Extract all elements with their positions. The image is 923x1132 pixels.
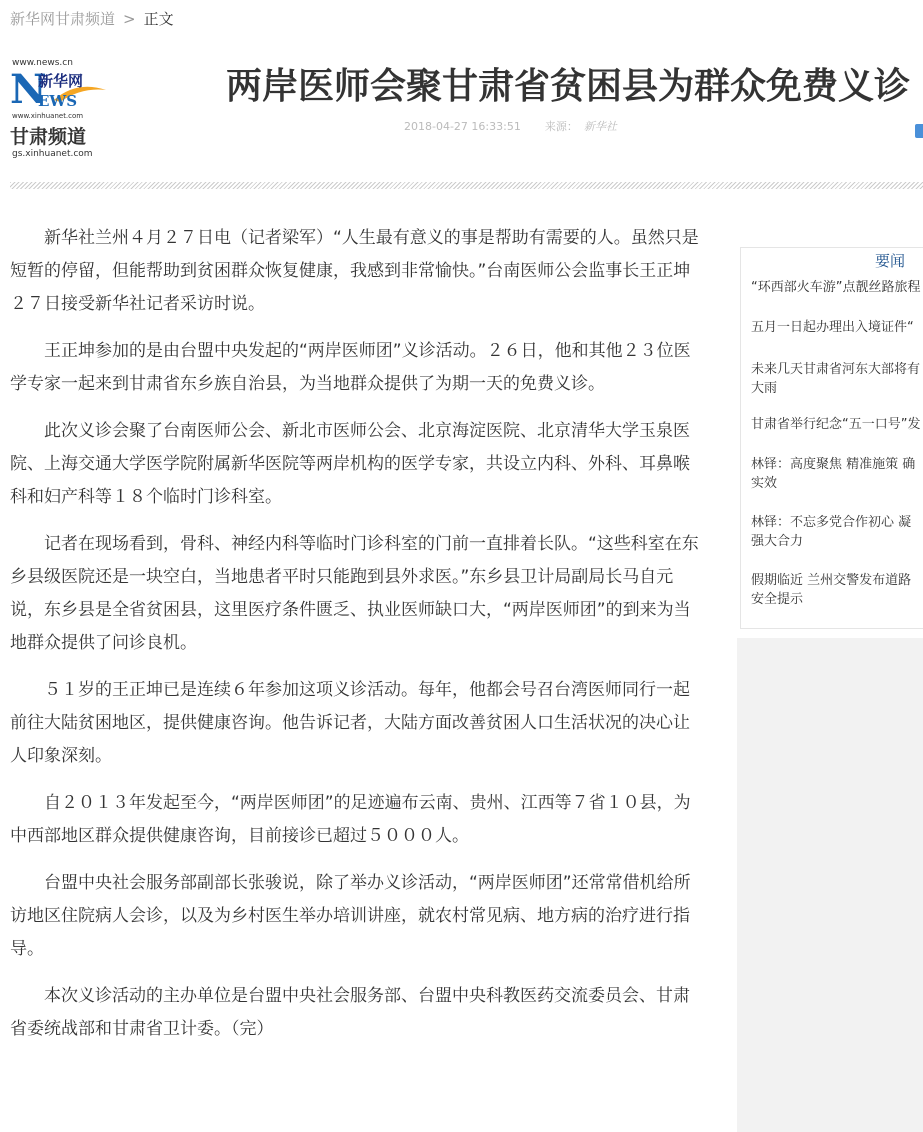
logo-letter-n: N <box>10 66 47 113</box>
headline-text-line1: 林铎：高度聚焦 精准施策 确 <box>751 457 916 472</box>
headline-item[interactable] <box>751 415 923 434</box>
logo-url-small: www.xinhuanet.com <box>12 112 84 120</box>
article-paragraph: 新华社兰州４月２７日电（记者梁军）“人生最有意义的事是帮助有需要的人。虽然只是短暂的停留，但能帮助到贫困群众恢复健康，我感到非常愉快。”台南医师公会监事长王正坤２７日接受新华社记者采访时说。 <box>10 228 699 314</box>
headline-item[interactable] <box>751 513 923 551</box>
headline-item[interactable] <box>751 360 923 398</box>
xinhua-gansu-logo[interactable] <box>8 58 108 160</box>
headline-text-line1: 林铎：不忘多党合作初心 凝 <box>751 515 912 530</box>
article-source-label: 来源： <box>544 120 578 133</box>
article-paragraph: 此次义诊会聚了台南医师公会、新北市医师公会、北京海淀医院、北京清华大学玉泉医院、上海交通大学医学院附属新华医院等两岸机构的医学专家，共设立内科、外科、耳鼻喉科和妇产科等１８个临时门诊科室。 <box>10 421 690 507</box>
sidebar-ad-placeholder <box>737 638 923 1132</box>
article-title: 两岸医师会聚甘肃省贫困县为群众免费义诊 <box>226 66 911 107</box>
article-paragraph: ５１岁的王正坤已是连续６年参加这项义诊活动。每年，他都会号召台湾医师同行一起前往大陆贫困地区，提供健康咨询。他告诉记者，大陆方面改善贫困人口生活状况的决心让人印象深刻。 <box>10 680 690 766</box>
headline-item[interactable] <box>751 278 923 297</box>
hatched-divider <box>10 182 923 189</box>
breadcrumb-current: 正文 <box>143 10 174 28</box>
breadcrumb-channel-link[interactable]: 新华网甘肃频道 <box>10 10 116 28</box>
article-paragraph: 自２０１３年发起至今，“两岸医师团”的足迹遍布云南、贵州、江西等７省１０县，为中西部地区群众提供健康咨询，目前接诊已超过５０００人。 <box>10 793 691 846</box>
sidebar-title: 要闻 <box>875 252 906 270</box>
logo-domain: gs.xinhuanet.com <box>12 149 93 159</box>
breadcrumb-separator: > <box>123 10 136 28</box>
logo-ews: EWS <box>38 92 78 110</box>
article-meta <box>404 118 617 134</box>
article-source: 新华社 <box>583 120 617 133</box>
logo-cn-name: 新华网 <box>38 72 84 90</box>
headline-text-line2: 实效 <box>751 476 778 491</box>
article-paragraph: 本次义诊活动的主办单位是台盟中央社会服务部、台盟中央科教医药交流委员会、甘肃省委统战部和甘肃省卫计委。（完） <box>10 986 690 1039</box>
headline-text-line1: “环西部火车游”点靓丝路旅程 <box>751 280 921 295</box>
headline-text-line2: 强大合力 <box>751 534 804 549</box>
headline-item[interactable] <box>751 455 923 493</box>
headline-item[interactable] <box>751 571 923 609</box>
headline-text-line2: 安全提示 <box>751 592 804 607</box>
headlines-sidebar <box>740 247 923 629</box>
logo-channel-name: 甘肃频道 <box>10 126 87 148</box>
headline-item[interactable] <box>751 318 923 337</box>
article-paragraph: 王正坤参加的是由台盟中央发起的“两岸医师团”义诊活动。２６日，他和其他２３位医学专家一起来到甘肃省东乡族自治县，为当地群众提供了为期一天的免费义诊。 <box>10 341 691 394</box>
breadcrumb <box>10 9 174 29</box>
headline-text-line2: 大雨 <box>751 381 778 396</box>
headline-text-line1: 未来几天甘肃省河东大部将有 <box>751 362 921 377</box>
article-paragraph: 记者在现场看到，骨科、神经内科等临时门诊科室的门前一直排着长队。“这些科室在东乡县级医院还是一块空白，当地患者平时只能跑到县外求医。”东乡县卫计局副局长马自元说，东乡县是全省贫困县，这里医疗条件匮乏、执业医师缺口大，“两岸医师团”的到来为当地群众提供了问诊良机。 <box>10 534 699 653</box>
headline-text-line1: 甘肃省举行纪念“五一口号”发 <box>751 417 921 432</box>
logo-url-top: www.news.cn <box>12 58 73 68</box>
article-datetime: 2018-04-27 16:33:51 <box>404 120 521 133</box>
article-paragraph: 台盟中央社会服务部副部长张骏说，除了举办义诊活动，“两岸医师团”还常常借机给所访地区住院病人会诊，以及为乡村医生举办培训讲座，就农村常见病、地方病的治疗进行指导。 <box>10 873 691 959</box>
share-icon[interactable] <box>915 124 923 138</box>
headline-text-line1: 假期临近 兰州交警发布道路 <box>751 573 912 588</box>
article-body <box>10 222 700 1060</box>
headline-text-line1: 五月一日起办理出入境证件“ <box>751 320 914 335</box>
